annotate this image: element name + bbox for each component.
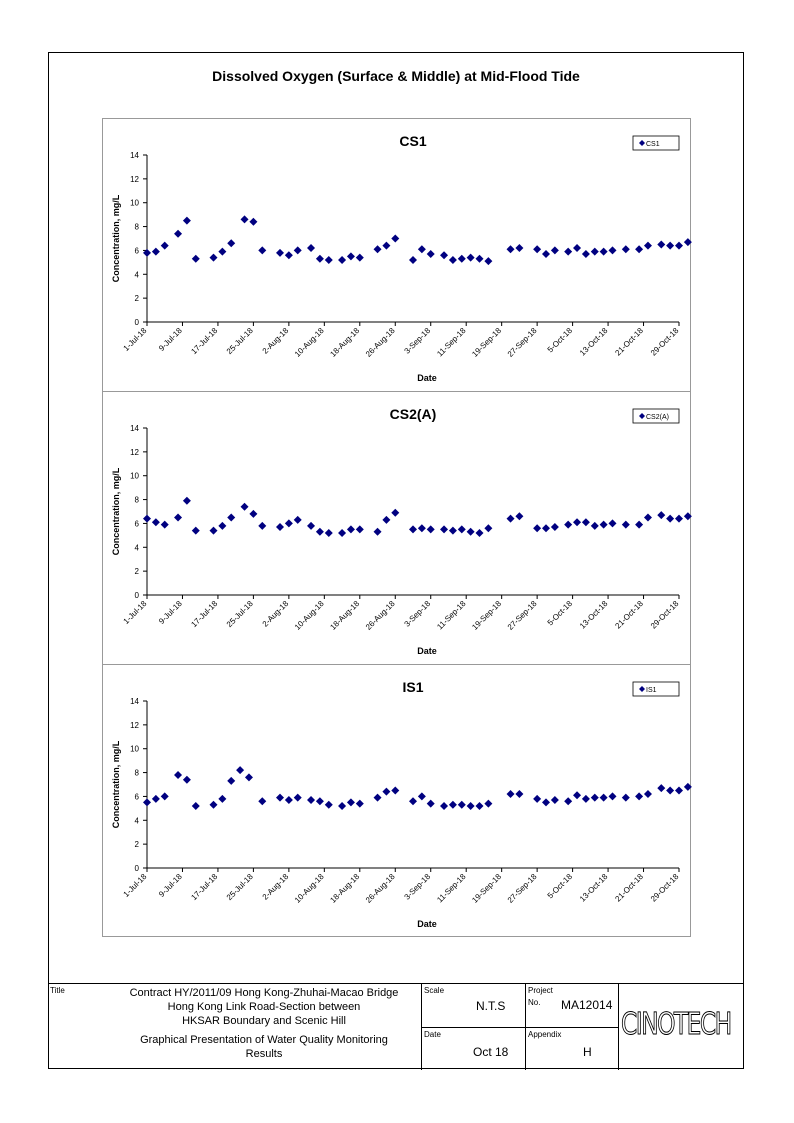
x-tick-label: 18-Aug-18 xyxy=(328,872,362,905)
data-point xyxy=(600,248,608,256)
y-tick-label: 4 xyxy=(134,816,139,826)
chart-is1 xyxy=(103,665,692,937)
y-tick-label: 0 xyxy=(134,318,139,327)
y-tick-label: 8 xyxy=(134,222,139,232)
data-point xyxy=(657,784,665,792)
data-point xyxy=(161,792,169,800)
data-point xyxy=(609,792,617,800)
legend-label: CS2(A) xyxy=(646,414,669,421)
data-point xyxy=(635,245,643,253)
x-tick-label: 3-Sep-18 xyxy=(402,326,433,356)
data-point xyxy=(476,529,484,537)
data-point xyxy=(533,245,541,253)
data-point xyxy=(143,515,151,523)
y-tick-label: 10 xyxy=(130,471,139,481)
data-point xyxy=(427,800,435,808)
chart-title: IS1 xyxy=(402,679,424,695)
y-tick-label: 2 xyxy=(134,294,139,304)
data-point xyxy=(484,800,492,808)
data-point xyxy=(285,519,293,527)
y-tick-label: 14 xyxy=(130,697,139,706)
data-point xyxy=(600,794,608,802)
data-point xyxy=(600,521,608,529)
x-tick-label: 25-Jul-18 xyxy=(224,872,255,903)
x-tick-label: 11-Sep-18 xyxy=(435,599,468,632)
data-point xyxy=(476,802,484,810)
data-point xyxy=(507,515,515,523)
data-point xyxy=(325,801,333,809)
data-point xyxy=(418,245,426,253)
data-point xyxy=(294,246,302,254)
data-point xyxy=(533,524,541,532)
y-tick-label: 14 xyxy=(130,151,139,160)
data-point xyxy=(210,801,218,809)
data-point xyxy=(356,800,364,808)
x-tick-label: 9-Jul-18 xyxy=(157,326,184,353)
data-point xyxy=(338,529,346,537)
data-point xyxy=(316,528,324,536)
data-point xyxy=(241,215,249,223)
y-tick-label: 4 xyxy=(134,543,139,553)
x-tick-label: 25-Jul-18 xyxy=(224,599,255,630)
x-axis-label: Date xyxy=(417,646,437,656)
legend xyxy=(633,136,679,150)
data-point xyxy=(285,796,293,804)
data-point xyxy=(449,256,457,264)
y-tick-label: 10 xyxy=(130,744,139,754)
data-point xyxy=(245,773,253,781)
x-tick-label: 10-Aug-18 xyxy=(292,872,326,905)
data-point xyxy=(374,528,382,536)
data-point xyxy=(183,776,191,784)
charts-panel xyxy=(102,118,691,937)
data-point xyxy=(609,519,617,527)
data-point xyxy=(307,796,315,804)
x-tick-label: 27-Sep-18 xyxy=(505,872,539,905)
data-point xyxy=(418,792,426,800)
x-tick-label: 10-Aug-18 xyxy=(292,599,326,632)
x-tick-label: 2-Aug-18 xyxy=(260,326,291,356)
y-tick-label: 6 xyxy=(134,519,139,529)
data-point xyxy=(241,503,249,511)
appendix-label: Appendix xyxy=(528,1030,562,1039)
legend-label: CS1 xyxy=(646,141,660,148)
data-point xyxy=(551,523,559,531)
x-tick-label: 19-Sep-18 xyxy=(470,872,504,905)
chart-title: CS2(A) xyxy=(389,406,437,422)
x-tick-label: 25-Jul-18 xyxy=(224,326,255,357)
x-tick-label: 11-Sep-18 xyxy=(435,872,468,905)
x-tick-label: 2-Aug-18 xyxy=(260,872,291,902)
x-tick-label: 10-Aug-18 xyxy=(292,326,326,359)
x-tick-label: 17-Jul-18 xyxy=(189,599,220,630)
x-tick-label: 3-Sep-18 xyxy=(402,872,433,902)
data-point xyxy=(684,512,692,520)
data-point xyxy=(285,251,293,259)
x-tick-label: 26-Aug-18 xyxy=(363,872,397,905)
data-point xyxy=(635,792,643,800)
date-label: Date xyxy=(424,1030,441,1039)
data-point xyxy=(174,771,182,779)
data-point xyxy=(174,230,182,238)
y-axis-label: Concentration, mg/L xyxy=(111,467,121,556)
data-point xyxy=(276,249,284,257)
data-point xyxy=(307,522,315,530)
data-point xyxy=(551,796,559,804)
data-point xyxy=(218,248,226,256)
data-point xyxy=(258,522,266,530)
title-line: Hong Kong Link Road-Section between xyxy=(167,1001,361,1013)
data-point xyxy=(666,515,674,523)
data-point xyxy=(347,525,355,533)
x-tick-label: 18-Aug-18 xyxy=(328,326,362,359)
data-point xyxy=(258,797,266,805)
data-point xyxy=(356,525,364,533)
data-point xyxy=(622,521,630,529)
y-tick-label: 12 xyxy=(130,174,139,184)
y-tick-label: 0 xyxy=(134,591,139,600)
data-point xyxy=(467,254,475,262)
x-tick-label: 19-Sep-18 xyxy=(470,326,504,359)
data-point xyxy=(183,497,191,505)
data-point xyxy=(591,522,599,530)
data-point xyxy=(458,525,466,533)
data-point xyxy=(325,529,333,537)
data-point xyxy=(382,242,390,250)
y-tick-label: 8 xyxy=(134,768,139,778)
data-point xyxy=(143,798,151,806)
data-point xyxy=(573,244,581,252)
data-point xyxy=(484,257,492,265)
data-point xyxy=(675,515,683,523)
data-point xyxy=(542,250,550,258)
y-axis-label: Concentration, mg/L xyxy=(111,740,121,829)
data-point xyxy=(458,255,466,263)
data-point xyxy=(338,256,346,264)
data-point xyxy=(582,250,590,258)
y-tick-label: 12 xyxy=(130,447,139,457)
legend xyxy=(633,409,679,423)
data-point xyxy=(476,255,484,263)
data-point xyxy=(582,518,590,526)
data-point xyxy=(325,256,333,264)
appendix-value: H xyxy=(583,1045,592,1059)
x-tick-label: 5-Oct-18 xyxy=(545,599,575,628)
x-tick-label: 11-Sep-18 xyxy=(435,326,468,359)
data-point xyxy=(440,251,448,259)
title-line: Contract HY/2011/09 Hong Kong-Zhuhai-Macao Bridge xyxy=(129,987,399,999)
data-point xyxy=(374,245,382,253)
x-tick-label: 21-Oct-18 xyxy=(613,872,645,904)
data-point xyxy=(533,795,541,803)
data-point xyxy=(183,217,191,225)
data-point xyxy=(467,802,475,810)
data-point xyxy=(591,794,599,802)
data-point xyxy=(609,246,617,254)
x-tick-label: 2-Aug-18 xyxy=(260,599,291,629)
x-tick-label: 13-Oct-18 xyxy=(577,872,610,904)
y-tick-label: 4 xyxy=(134,270,139,280)
data-point xyxy=(294,516,302,524)
y-tick-label: 6 xyxy=(134,792,139,802)
x-axis-label: Date xyxy=(417,919,437,929)
x-tick-label: 29-Oct-18 xyxy=(648,326,681,358)
data-point xyxy=(675,242,683,250)
data-point xyxy=(210,527,218,535)
subtitle-line: Graphical Presentation of Water Quality Monitoring xyxy=(140,1034,388,1046)
data-point xyxy=(347,798,355,806)
title-block xyxy=(48,983,744,1069)
title-line: HKSAR Boundary and Scenic Hill xyxy=(182,1015,346,1027)
project-no-label: No. xyxy=(528,998,541,1007)
x-tick-label: 5-Oct-18 xyxy=(545,326,575,355)
y-tick-label: 0 xyxy=(134,864,139,873)
x-tick-label: 26-Aug-18 xyxy=(363,599,397,632)
data-point xyxy=(391,235,399,243)
data-point xyxy=(152,795,160,803)
data-point xyxy=(644,513,652,521)
data-point xyxy=(192,802,200,810)
data-point xyxy=(227,239,235,247)
chart-title: CS1 xyxy=(399,133,427,149)
x-tick-label: 5-Oct-18 xyxy=(545,872,575,901)
subtitle-text xyxy=(108,1033,420,1061)
chart-cs2a xyxy=(103,392,692,664)
data-point xyxy=(427,525,435,533)
x-tick-label: 13-Oct-18 xyxy=(577,326,610,358)
x-tick-label: 9-Jul-18 xyxy=(157,599,184,626)
data-point xyxy=(440,802,448,810)
data-point xyxy=(507,245,515,253)
data-point xyxy=(684,783,692,791)
title-text xyxy=(108,986,420,1028)
data-point xyxy=(227,777,235,785)
data-point xyxy=(374,794,382,802)
scale-label: Scale xyxy=(424,986,445,995)
data-point xyxy=(515,244,523,252)
project-no-value: MA12014 xyxy=(561,998,613,1012)
data-point xyxy=(657,240,665,248)
data-point xyxy=(515,512,523,520)
data-point xyxy=(467,528,475,536)
data-point xyxy=(458,801,466,809)
y-tick-label: 6 xyxy=(134,246,139,256)
x-tick-label: 29-Oct-18 xyxy=(648,872,681,904)
data-point xyxy=(218,795,226,803)
project-label: Project xyxy=(528,986,553,995)
x-tick-label: 1-Jul-18 xyxy=(121,326,149,353)
data-point xyxy=(249,218,257,226)
data-point xyxy=(338,802,346,810)
data-point xyxy=(276,523,284,531)
x-axis-label: Date xyxy=(417,373,437,383)
legend xyxy=(633,682,679,696)
data-point xyxy=(684,238,692,246)
y-tick-label: 14 xyxy=(130,424,139,433)
x-tick-label: 26-Aug-18 xyxy=(363,326,397,359)
data-point xyxy=(276,794,284,802)
data-point xyxy=(249,510,257,518)
data-point xyxy=(418,524,426,532)
data-point xyxy=(307,244,315,252)
y-tick-label: 2 xyxy=(134,840,139,850)
data-point xyxy=(542,524,550,532)
data-point xyxy=(622,245,630,253)
page-title: Dissolved Oxygen (Surface & Middle) at Mid-Flood Tide xyxy=(212,68,580,84)
y-tick-label: 10 xyxy=(130,198,139,208)
data-point xyxy=(657,511,665,519)
data-point xyxy=(316,797,324,805)
data-point xyxy=(409,797,417,805)
x-tick-label: 13-Oct-18 xyxy=(577,599,610,631)
data-point xyxy=(258,246,266,254)
data-point xyxy=(227,513,235,521)
data-point xyxy=(391,786,399,794)
data-point xyxy=(582,795,590,803)
x-tick-label: 21-Oct-18 xyxy=(613,599,645,631)
x-tick-label: 18-Aug-18 xyxy=(328,599,362,632)
data-point xyxy=(666,242,674,250)
title-label: Title xyxy=(50,986,65,995)
data-point xyxy=(152,518,160,526)
data-point xyxy=(356,254,364,262)
data-point xyxy=(236,766,244,774)
x-tick-label: 17-Jul-18 xyxy=(189,872,220,903)
x-tick-label: 1-Jul-18 xyxy=(121,872,149,899)
data-point xyxy=(573,791,581,799)
data-point xyxy=(551,246,559,254)
cinotech-logo: CINOTECH xyxy=(621,1007,731,1042)
data-point xyxy=(192,255,200,263)
data-point xyxy=(161,521,169,529)
data-point xyxy=(515,790,523,798)
data-point xyxy=(174,513,182,521)
data-point xyxy=(449,801,457,809)
x-tick-label: 29-Oct-18 xyxy=(648,599,681,631)
data-point xyxy=(635,521,643,529)
data-point xyxy=(644,790,652,798)
data-point xyxy=(675,786,683,794)
x-tick-label: 1-Jul-18 xyxy=(121,599,149,626)
x-tick-label: 3-Sep-18 xyxy=(402,599,433,629)
data-point xyxy=(591,248,599,256)
data-point xyxy=(573,518,581,526)
data-point xyxy=(564,248,572,256)
data-point xyxy=(152,248,160,256)
y-tick-label: 2 xyxy=(134,567,139,577)
data-point xyxy=(564,797,572,805)
scale-value: N.T.S xyxy=(476,999,506,1013)
date-value: Oct 18 xyxy=(473,1045,509,1059)
data-point xyxy=(161,242,169,250)
data-point xyxy=(192,527,200,535)
data-point xyxy=(440,525,448,533)
data-point xyxy=(316,255,324,263)
x-tick-label: 17-Jul-18 xyxy=(189,326,220,357)
y-tick-label: 12 xyxy=(130,720,139,730)
legend-label: IS1 xyxy=(646,687,657,694)
data-point xyxy=(409,256,417,264)
data-point xyxy=(564,521,572,529)
x-tick-label: 9-Jul-18 xyxy=(157,872,184,899)
x-tick-label: 27-Sep-18 xyxy=(505,599,539,632)
data-point xyxy=(347,252,355,260)
chart-cs1 xyxy=(103,119,692,391)
y-axis-label: Concentration, mg/L xyxy=(111,194,121,283)
data-point xyxy=(382,516,390,524)
data-point xyxy=(622,794,630,802)
data-point xyxy=(666,786,674,794)
data-point xyxy=(391,509,399,517)
data-point xyxy=(294,794,302,802)
y-tick-label: 8 xyxy=(134,495,139,505)
data-point xyxy=(449,527,457,535)
subtitle-line: Results xyxy=(245,1048,283,1060)
data-point xyxy=(210,254,218,262)
data-point xyxy=(542,798,550,806)
data-point xyxy=(484,524,492,532)
data-point xyxy=(644,242,652,250)
x-tick-label: 27-Sep-18 xyxy=(505,326,539,359)
data-point xyxy=(409,525,417,533)
data-point xyxy=(218,522,226,530)
x-tick-label: 19-Sep-18 xyxy=(470,599,504,632)
data-point xyxy=(427,250,435,258)
data-point xyxy=(507,790,515,798)
x-tick-label: 21-Oct-18 xyxy=(613,326,645,358)
data-point xyxy=(382,788,390,796)
